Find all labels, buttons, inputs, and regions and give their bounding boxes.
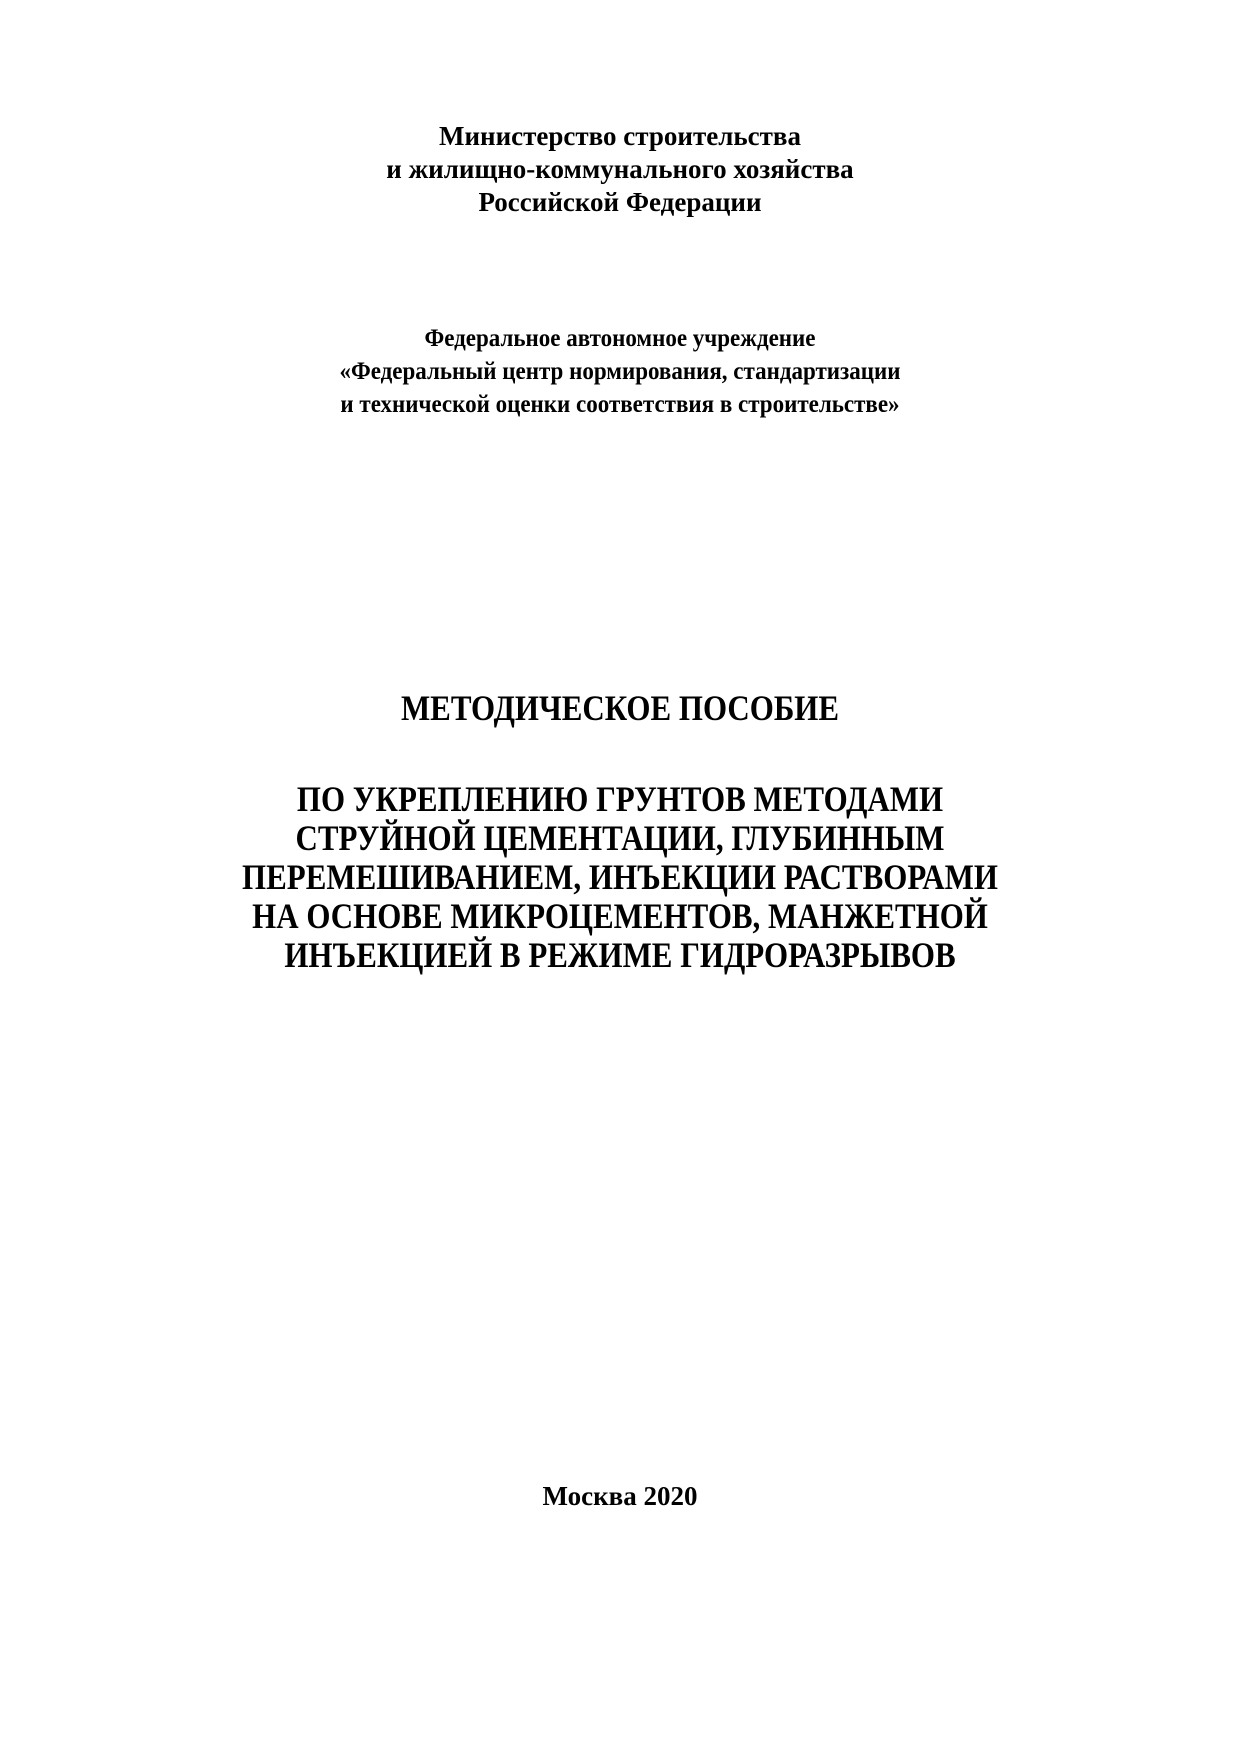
- institution-line: и технической оценки соответствия в строительстве»: [340, 391, 900, 418]
- subtitle-line: ИНЪЕКЦИЕЙ В РЕЖИМЕ ГИДРОРАЗРЫВОВ: [284, 935, 956, 975]
- institution-header: [0, 322, 1240, 421]
- place-year: Москва 2020: [542, 1481, 698, 1511]
- place-year-footer: [0, 1480, 1240, 1513]
- document-title: [0, 688, 1240, 728]
- document-subtitle: [0, 780, 1240, 975]
- subtitle-line: ПО УКРЕПЛЕНИЮ ГРУНТОВ МЕТОДАМИ: [296, 779, 944, 819]
- ministry-line: Министерство строительства: [439, 121, 801, 151]
- institution-line: Федеральное автономное учреждение: [424, 325, 816, 352]
- ministry-line: и жилищно-коммунального хозяйства: [386, 154, 854, 184]
- subtitle-line: СТРУЙНОЙ ЦЕМЕНТАЦИИ, ГЛУБИННЫМ: [295, 818, 945, 858]
- document-title-text: МЕТОДИЧЕСКОЕ ПОСОБИЕ: [400, 688, 840, 728]
- ministry-header: [0, 120, 1240, 219]
- subtitle-line: НА ОСНОВЕ МИКРОЦЕМЕНТОВ, МАНЖЕТНОЙ: [252, 896, 988, 936]
- institution-line: «Федеральный центр нормирования, стандартизации: [339, 358, 901, 385]
- subtitle-line: ПЕРЕМЕШИВАНИЕМ, ИНЪЕКЦИИ РАСТВОРАМИ: [242, 857, 998, 897]
- ministry-line: Российской Федерации: [478, 187, 762, 217]
